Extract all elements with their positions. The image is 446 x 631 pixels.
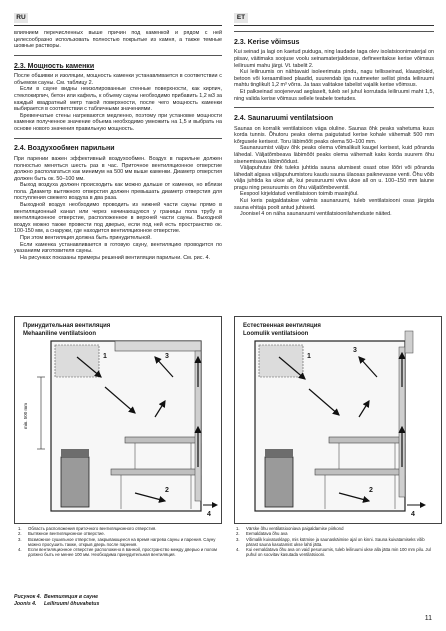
column-et bbox=[234, 30, 434, 218]
page-number: 11 bbox=[424, 615, 432, 622]
paragraph: Выходной воздух необходимо проводить из нижней части сауны прямо в вентиляционный канал или через начинающуюся у границы пола трубу в вентиляционное отверстие, расположенное в верхней части сауны. Выходной воздух можно также провести под дверью, если под ней есть пространство ок. 100-150 мм, а снаружи, где находится вентиляционное отверстие. bbox=[14, 202, 222, 235]
sauna-diagram-mechanical bbox=[15, 317, 223, 525]
lower-bench bbox=[315, 469, 405, 475]
paragraph: Joonisel 4 on näha saunaruumi ventilatsioonilahenduste näited. bbox=[240, 211, 392, 218]
paragraph: Saunaruumist väljuv õhk peaks olema võimalikult kaugel kerisest, kuid põranda lähedal. Väljatõmbeava läbimõõt peaks olema vähemalt kaks korda suurem õhu sisenemisava läbimõõdust. bbox=[234, 145, 434, 165]
paragraph: Если каменка устанавливается в готовую сауну, вентиляцию проводится по указаниям изготовителя сауны. bbox=[14, 241, 222, 255]
section-divider bbox=[14, 55, 222, 56]
paragraph: Бревенчатые стены нагреваются медленно, поэтому при установке мощности каменки полученное значение объема необходимо умножить на 1,5 и выбрать на основе нового значения правильную мощность. bbox=[14, 112, 222, 132]
language-tag-ru: RU bbox=[14, 13, 28, 23]
heater-stones bbox=[265, 449, 293, 457]
figure-title: Принудительная вентиляция Mehaaniline ventilatsioon bbox=[23, 323, 111, 337]
sauna-diagram-natural bbox=[235, 317, 443, 525]
paragraph: Kui keris paigaldatakse valmis saunaruumi, tuleb ventilatsiooni osas järgida sauna ehitaja poolt antud juhiseid. bbox=[234, 198, 434, 211]
lower-bench bbox=[111, 469, 201, 475]
section-divider bbox=[14, 138, 222, 139]
legend-item: 4. Kui eemaldatava õhu ava on vaid pesuruumis, tuleb leiliruumi ukse alla jätta min 100 mm pilu. Jul puhul on soovitav kasutada ventilatsiooni. bbox=[236, 547, 431, 558]
zone-number-2: 2 bbox=[165, 487, 169, 494]
legend-item: 1. Область расположения приточного вентиляционного отверстия. bbox=[18, 526, 157, 531]
figure-title: Естественная вентиляция Loomulik ventilatsioon bbox=[243, 323, 321, 337]
supply-zone bbox=[55, 345, 99, 377]
figure-legend-ru bbox=[18, 526, 222, 558]
ceiling-duct bbox=[115, 341, 201, 351]
paragraph: Если в сауне видны неизолированные стенные поверхности, как кирпич, стеклокирпич, бетон или кафель, к объему сауны необходимо прибавить 1,2 м3 за каждый квадратный метр такой поверхности, после чего мощность каменки выбирается в соответствии с табличными значениями. bbox=[14, 86, 222, 113]
paragraph: Väljapuhutav õhk tuleks juhtida sauna alumisest osast otse lõõri või põranda lähedalt algava väljapuhumistoru kaudu sauna ülaosas paiknevasse venti. Õhu võib välja juhtida ka ukse alt, kui peusuruumi viiva ukse all on u. 100–150 mm laiune pragu ning pesuruumis on õhu väljatõmbeventiil. bbox=[234, 165, 434, 191]
zone-number-1: 1 bbox=[103, 353, 107, 360]
legend-item: 3. Võimalik kuivatusklapp, mis kütmise ja saunaskäimise ajal on kinni. Sauna kuivatamiseks võib pärast sauna kasutamist ukse lahti jätta. bbox=[236, 536, 425, 547]
section-heading-ventilation: 2.4. Воздухообмен парильни bbox=[14, 145, 115, 153]
paragraph: При парении важен эффективный воздухообмен. Воздух в парильне должен полностью меняться шесть раз в час. Приточное вентиляционное отверстие должно располагаться как минимум на 500 мм выше каменки. Диаметр отверстия должен быть ок. 50–100 мм. bbox=[14, 155, 222, 182]
upper-bench bbox=[125, 437, 201, 443]
section-divider bbox=[234, 31, 434, 32]
column-ru bbox=[14, 30, 222, 261]
paragraph: Kui leiliruumis on nähtavaid isoleerimata pindu, nagu tellisseinad, klaasplokid, betoon või keraamilised plaadid, suurendab iga ruutmeeter sellist pinda leiliruumi mahtu tinglikult 1,2 m³ võrra. Ja taas valitakse tabelist vajalik kerise võimsus. bbox=[234, 69, 434, 89]
paragraph: Kui seinad ja lagi on kaetud puiduga, ning laudade taga olev isolatsioonimaterjal on piisav, väitimaks soojuse voolu seinamaterjalidesse, defineeritakse kerise võimsus leiliruumi mahu järgi. Vt. tabelit 2. bbox=[234, 49, 434, 69]
section-divider bbox=[234, 107, 434, 108]
intro-paragraph: влиянием перечисленных выше причин под каменкой и рядом с ней целесообразно использовать полностью покрытые из камня, а также темные шовные растворы. bbox=[14, 30, 222, 50]
figure-caption: Рисунок 4. Вентиляция в сауне Joonis 4. Leiliruumi õhuvahetus bbox=[14, 594, 100, 607]
paragraph: После обшивки и изоляции, мощность каменки устанавливается в соответствии с объемом сауны. См. таблицу 2. bbox=[14, 73, 222, 86]
upper-bench bbox=[329, 437, 405, 443]
roof-vent bbox=[405, 331, 413, 353]
heater bbox=[61, 457, 89, 507]
zone-number-4: 4 bbox=[411, 511, 415, 518]
language-tag-et: ET bbox=[234, 13, 248, 23]
paragraph: Et palkseinad soojenevad aeglaselt, tuleb sel juhul korrutada leiliruumi maht 1,5, ning valida kerise võimsus sellele teabele toetudes. bbox=[234, 88, 434, 102]
zone-number-3: 3 bbox=[353, 347, 357, 354]
figure-legend-et bbox=[236, 526, 434, 558]
legend-item: 3. Возможное сушильное отверстие, закрывающееся на время нагрева сауны и парения. Сауну можно просушить также, открыв дверь после парения. bbox=[18, 536, 216, 547]
header-rule-right bbox=[234, 25, 434, 26]
heater-stones bbox=[61, 449, 89, 457]
legend-item: 4. Если вентиляционное отверстие расположено в ванной, пространство между дверью и полом должно быть не менее 100 мм. Необходима принудительная вентиляция. bbox=[18, 547, 217, 558]
paragraph: Saunas on korralik ventilatsioon väga oluline. Saunas õhk peaks vahetuma kuus korda tunnis. Õhutoru peaks olema paigutatud kerise kohale vähemalt 500 mm kõrgusele kerisest. Toru läbimõõt peaks olema 50–100 mm. bbox=[234, 125, 434, 145]
zone-number-1: 1 bbox=[307, 353, 311, 360]
paragraph: Выход воздуха должен происходить как можно дальше от каменки, но вблизи пола. Диаметр вытяжного отверстия должен превышать диаметр отверстия для поступления свежего воздуха в два раза. bbox=[14, 182, 222, 202]
dimension-label: min. 500 mm bbox=[23, 403, 28, 430]
paragraph: На рисунках показаны примеры решений вентиляции парильни. См. рис. 4. bbox=[20, 254, 210, 261]
section-heading-power: 2.3. Kerise võimsus bbox=[234, 38, 300, 46]
header-rule-left bbox=[14, 25, 222, 26]
legend-item: 1. Värske õhu ventilatsiooniava paigaldamise piirkond bbox=[236, 526, 344, 531]
paragraph: При этом вентиляция должна быть принудительной. bbox=[20, 235, 152, 242]
section-heading-power: 2.3. Мощность каменки bbox=[14, 62, 95, 70]
figure-natural-ventilation bbox=[234, 316, 442, 524]
zone-number-4: 4 bbox=[207, 511, 211, 518]
figure-mechanical-ventilation bbox=[14, 316, 222, 524]
zone-number-3: 3 bbox=[165, 353, 169, 360]
section-heading-ventilation: 2.4. Saunaruumi ventilatsioon bbox=[234, 114, 334, 122]
paragraph: Eespool kirjeldatud ventilatsioon toimib masinjõul. bbox=[240, 191, 359, 198]
legend-item: 2. Вытяжное вентиляционное отверстие. bbox=[18, 531, 106, 537]
legend-item: 2. Eemaldatava õhu ava bbox=[236, 531, 288, 537]
zone-number-2: 2 bbox=[369, 487, 373, 494]
heater bbox=[265, 457, 293, 507]
